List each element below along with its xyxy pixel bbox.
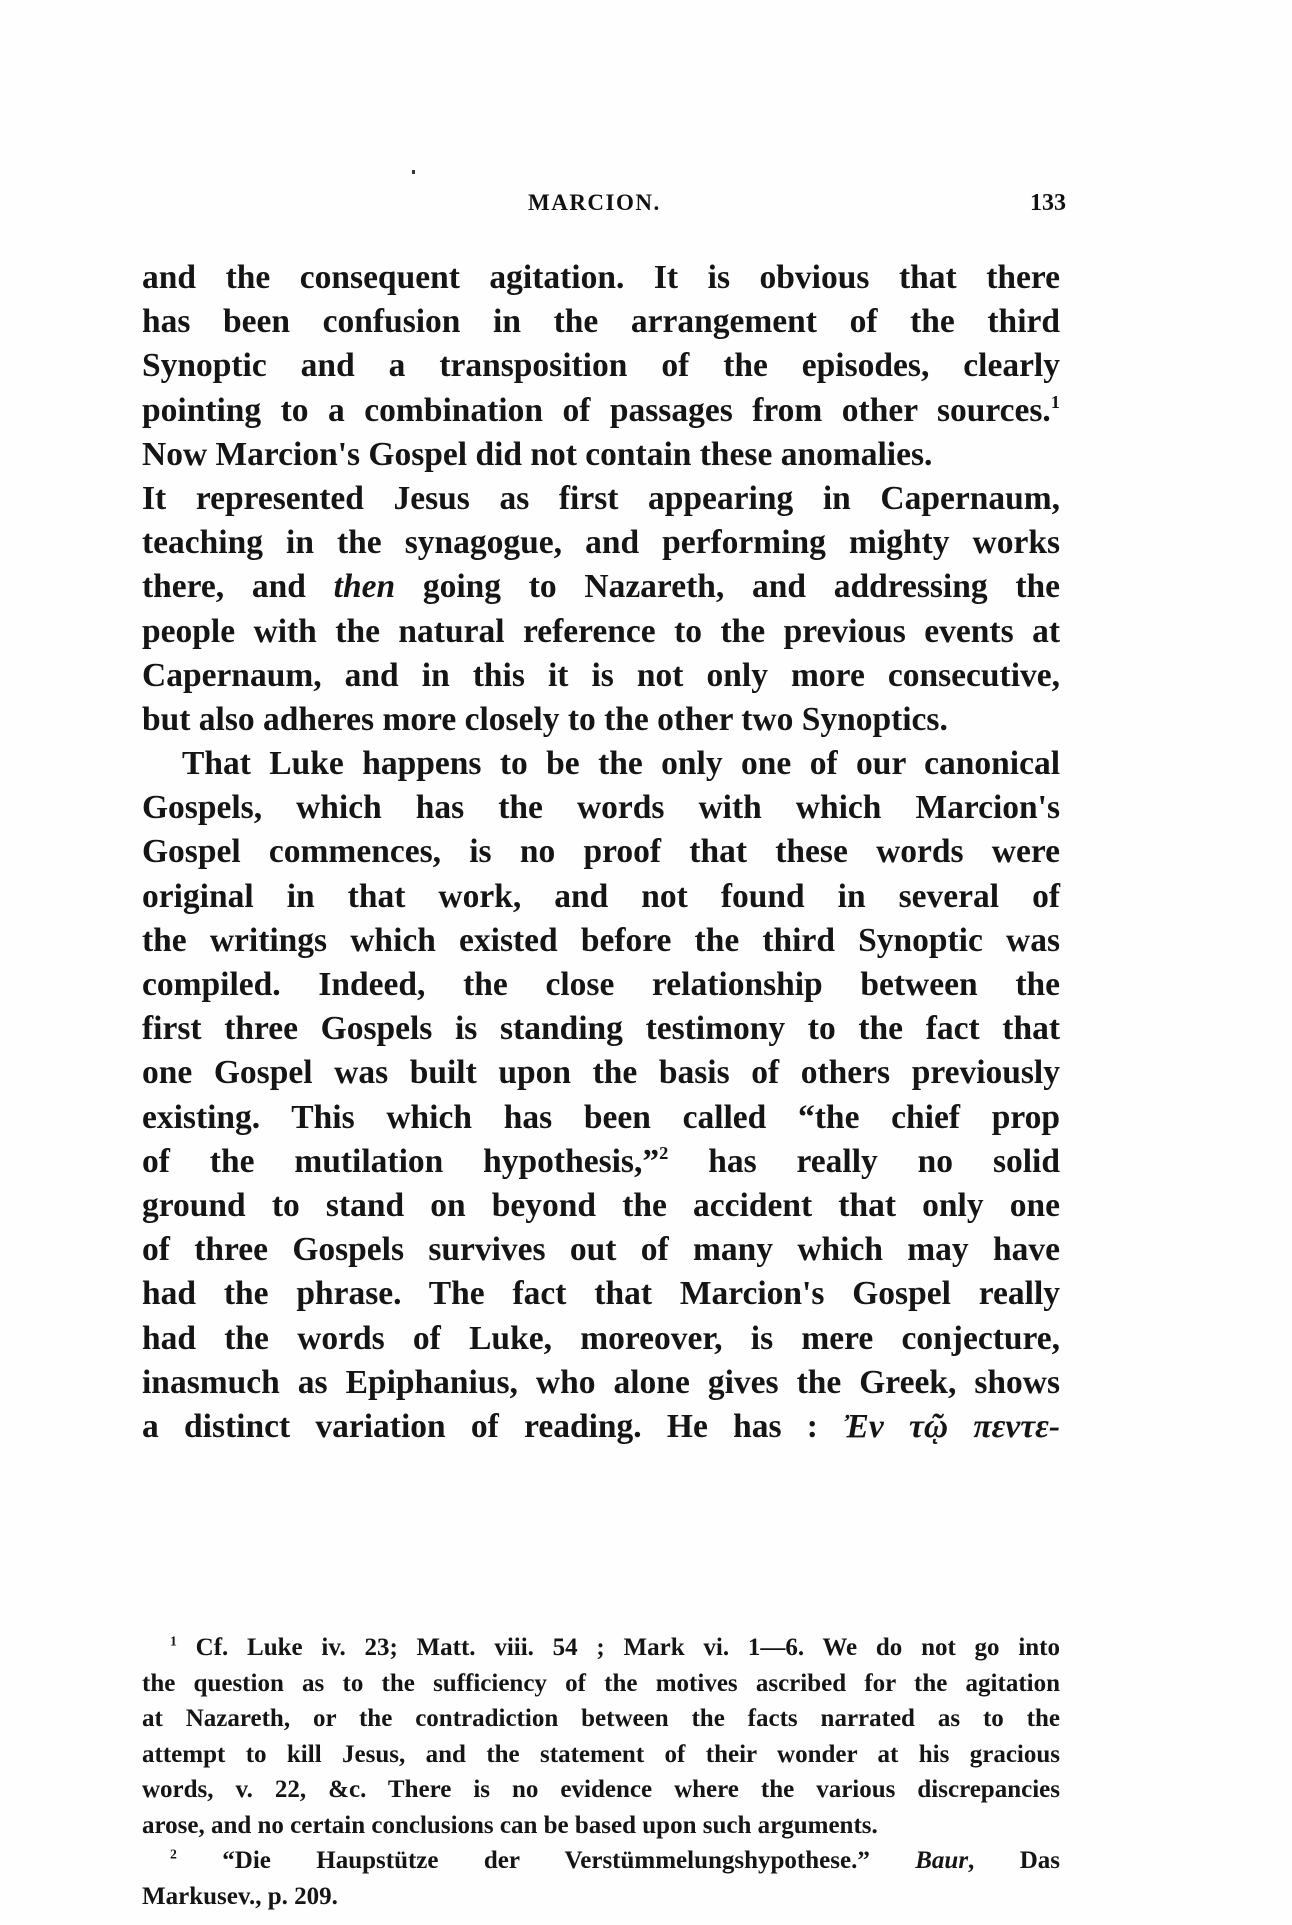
running-head (142, 190, 1066, 226)
body-text (142, 256, 1060, 1449)
footnote-text: “Die Haupstütze der Verstümmelungshypothese.” (176, 1847, 916, 1874)
text-line: had the phrase. The fact that Marcion's Gospel really (142, 1275, 1060, 1313)
text-line: and the consequent agitation. It is obvious that there (142, 259, 1060, 296)
greek-text: Ἐν τῷ πεντε- (843, 1407, 1060, 1445)
footnote-1-line: words, v. 22, &c. There is no evidence where the various discrepancies (142, 1776, 1060, 1803)
text-line: inasmuch as Epiphanius, who alone gives the Greek, shows (142, 1363, 1060, 1401)
text-line: It represented Jesus as first appearing in Capernaum, (142, 479, 1060, 517)
text-line-content: has really no solid (668, 1142, 1060, 1180)
paragraph-start-line: That Luke happens to be the only one of our canonical (182, 745, 1060, 783)
page-number: 133 (1030, 190, 1066, 216)
running-title: MARCION. (528, 190, 661, 215)
footnote-text: , Das (968, 1847, 1060, 1874)
text-line: first three Gospels is standing testimony to the fact that (142, 1010, 1060, 1048)
text-line-content: there, and (142, 568, 334, 606)
text-line (142, 389, 1060, 433)
text-line: the writings which existed before the third Synoptic was (142, 921, 1060, 959)
text-line: teaching in the synagogue, and performing mighty works (142, 524, 1060, 562)
footnote-2-line (142, 1843, 1060, 1879)
text-line (142, 1140, 1060, 1184)
text-line (142, 1405, 1060, 1449)
text-line: but also adheres more closely to the other two Synoptics. (142, 700, 948, 738)
text-line: had the words of Luke, moreover, is mere conjecture, (142, 1319, 1060, 1357)
text-line-content: going to Nazareth, and addressing the (395, 568, 1060, 606)
text-line-content: pointing to a combination of passages from other sources. (142, 391, 1051, 429)
text-line: Gospels, which has the words with which Marcion's (142, 789, 1060, 827)
text-line: Now Marcion's Gospel did not contain these anomalies. (142, 435, 933, 473)
footnote-ref-2[interactable]: 2 (659, 1142, 669, 1163)
text-line: original in that work, and not found in several of (142, 877, 1060, 915)
text-line: existing. This which has been called “the chief prop (142, 1098, 1060, 1136)
footnote-1-line: arose, and no certain conclusions can be based upon such arguments. (142, 1811, 878, 1839)
text-line: has been confusion in the arrangement of the third (142, 303, 1060, 341)
footnote-2-line: Markusev., p. 209. (142, 1882, 338, 1910)
footnote-1-line: attempt to kill Jesus, and the statement of their wonder at his gracious (142, 1740, 1060, 1768)
footnote-text: Cf. Luke iv. 23; Matt. viii. 54 ; Mark vi. 1—6. We do not go into (176, 1634, 1060, 1661)
text-line: Capernaum, and in this it is not only more consecutive, (142, 656, 1060, 694)
text-line: people with the natural reference to the previous events at (142, 612, 1060, 650)
text-line: Synoptic and a transposition of the episodes, clearly (142, 347, 1060, 385)
footnote-1-marker: 1 (170, 1633, 177, 1649)
footnote-1-line: the question as to the sufficiency of the motives ascribed for the agitation (142, 1669, 1060, 1697)
text-line: one Gospel was built upon the basis of others previously (142, 1054, 1060, 1092)
footnote-ref-1[interactable]: 1 (1050, 391, 1060, 412)
footnote-1-line (142, 1630, 1060, 1666)
text-line-content: of the mutilation hypothesis,” (142, 1142, 660, 1180)
text-line: Gospel commences, is no proof that these words were (142, 833, 1060, 871)
footnote-1-line: at Nazareth, or the contradiction between the facts narrated as to the (142, 1705, 1060, 1732)
text-line-content: a distinct variation of reading. He has : (142, 1407, 844, 1445)
footnote-2-marker: 2 (170, 1846, 177, 1862)
text-line: of three Gospels survives out of many which may have (142, 1231, 1060, 1269)
footnote-author: Baur (915, 1847, 969, 1874)
text-line: ground to stand on beyond the accident that only one (142, 1186, 1060, 1224)
footnotes (142, 1630, 1060, 1914)
italic-word: then (333, 568, 396, 606)
scan-speck (412, 170, 415, 174)
text-line (142, 565, 1060, 609)
text-line: compiled. Indeed, the close relationship between the (142, 966, 1060, 1003)
